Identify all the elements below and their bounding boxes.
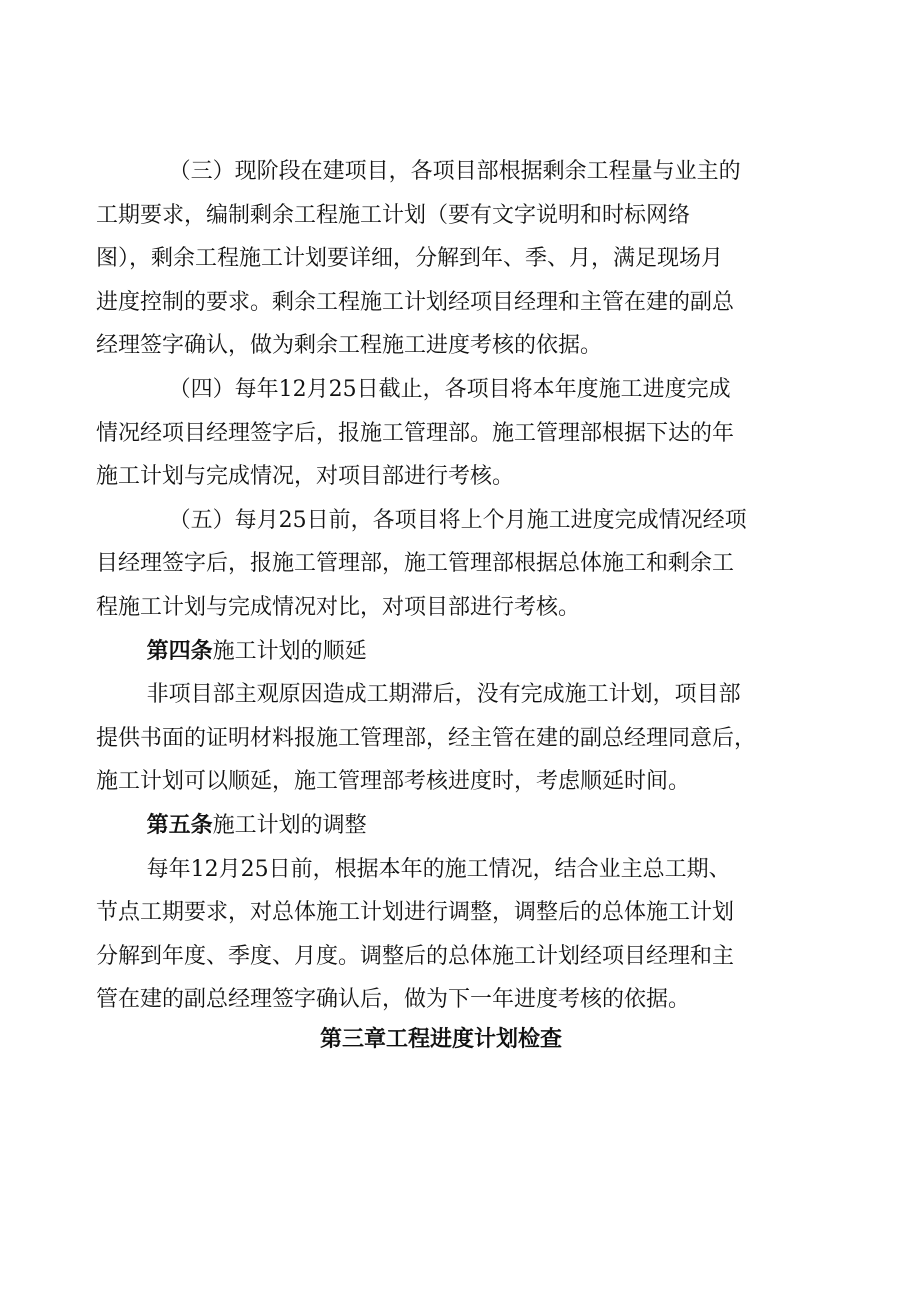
text-line: 非项目部主观原因造成工期滞后，没有完成施工计划，项目部 xyxy=(146,682,741,708)
paragraph-section-4 xyxy=(96,368,786,499)
paragraph-article-4 xyxy=(96,673,786,804)
article-number: 第五条 xyxy=(146,812,213,838)
text-line: 分解到年度、季度、月度。调整后的总体施工计划经项目经理和主 xyxy=(96,943,735,969)
text-line: 工期要求，编制剩余工程施工计划（要有文字说明和时标网络 xyxy=(96,202,691,228)
document-body xyxy=(96,150,786,1058)
text-line: 施工计划与完成情况，对项目部进行考核。 xyxy=(96,464,515,490)
text-line: 提供书面的证明材料报施工管理部，经主管在建的副总经理同意后， xyxy=(96,725,757,751)
text-line: （三）现阶段在建项目，各项目部根据剩余工程量与业主的 xyxy=(168,159,741,184)
text-line: 进度控制的要求。剩余工程施工计划经项目经理和主管在建的副总 xyxy=(96,289,735,315)
text-line: 经理签字确认，做为剩余工程施工进度考核的依据。 xyxy=(96,333,603,359)
paragraph-section-3 xyxy=(96,150,786,368)
text-line: 情况经项目经理签字后，报施工管理部。施工管理部根据下达的年 xyxy=(96,420,735,446)
article-title: 施工计划的调整 xyxy=(212,812,367,838)
paragraph-section-5 xyxy=(96,499,786,630)
article-number: 第四条 xyxy=(146,638,213,664)
text-line: 施工计划可以顺延，施工管理部考核进度时，考虑顺延时间。 xyxy=(96,769,691,795)
text-line: 目经理签字后，报施工管理部，施工管理部根据总体施工和剩余工 xyxy=(96,551,735,577)
chapter-3-title: 第三章工程进度计划检查 xyxy=(319,1026,562,1052)
text-line: 节点工期要求，对总体施工计划进行调整，调整后的总体施工计划 xyxy=(96,900,735,926)
text-line: （四）每年12月25日截止，各项目将本年度施工进度完成 xyxy=(168,376,731,402)
text-line: 每年12月25日前，根据本年的施工情况，结合业主总工期、 xyxy=(146,856,731,882)
text-line: 图），剩余工程施工计划要详细，分解到年、季、月，满足现场月 xyxy=(96,246,724,272)
text-line: 程施工计划与完成情况对比，对项目部进行考核。 xyxy=(96,594,581,620)
article-title: 施工计划的顺延 xyxy=(212,638,367,664)
article-5-heading xyxy=(96,804,786,848)
text-line: （五）每月25日前，各项目将上个月施工进度完成情况经项 xyxy=(168,507,747,533)
text-line: 管在建的副总经理签字确认后，做为下一年进度考核的依据。 xyxy=(96,987,691,1013)
paragraph-article-5 xyxy=(96,848,786,1022)
article-4-heading xyxy=(96,630,786,674)
